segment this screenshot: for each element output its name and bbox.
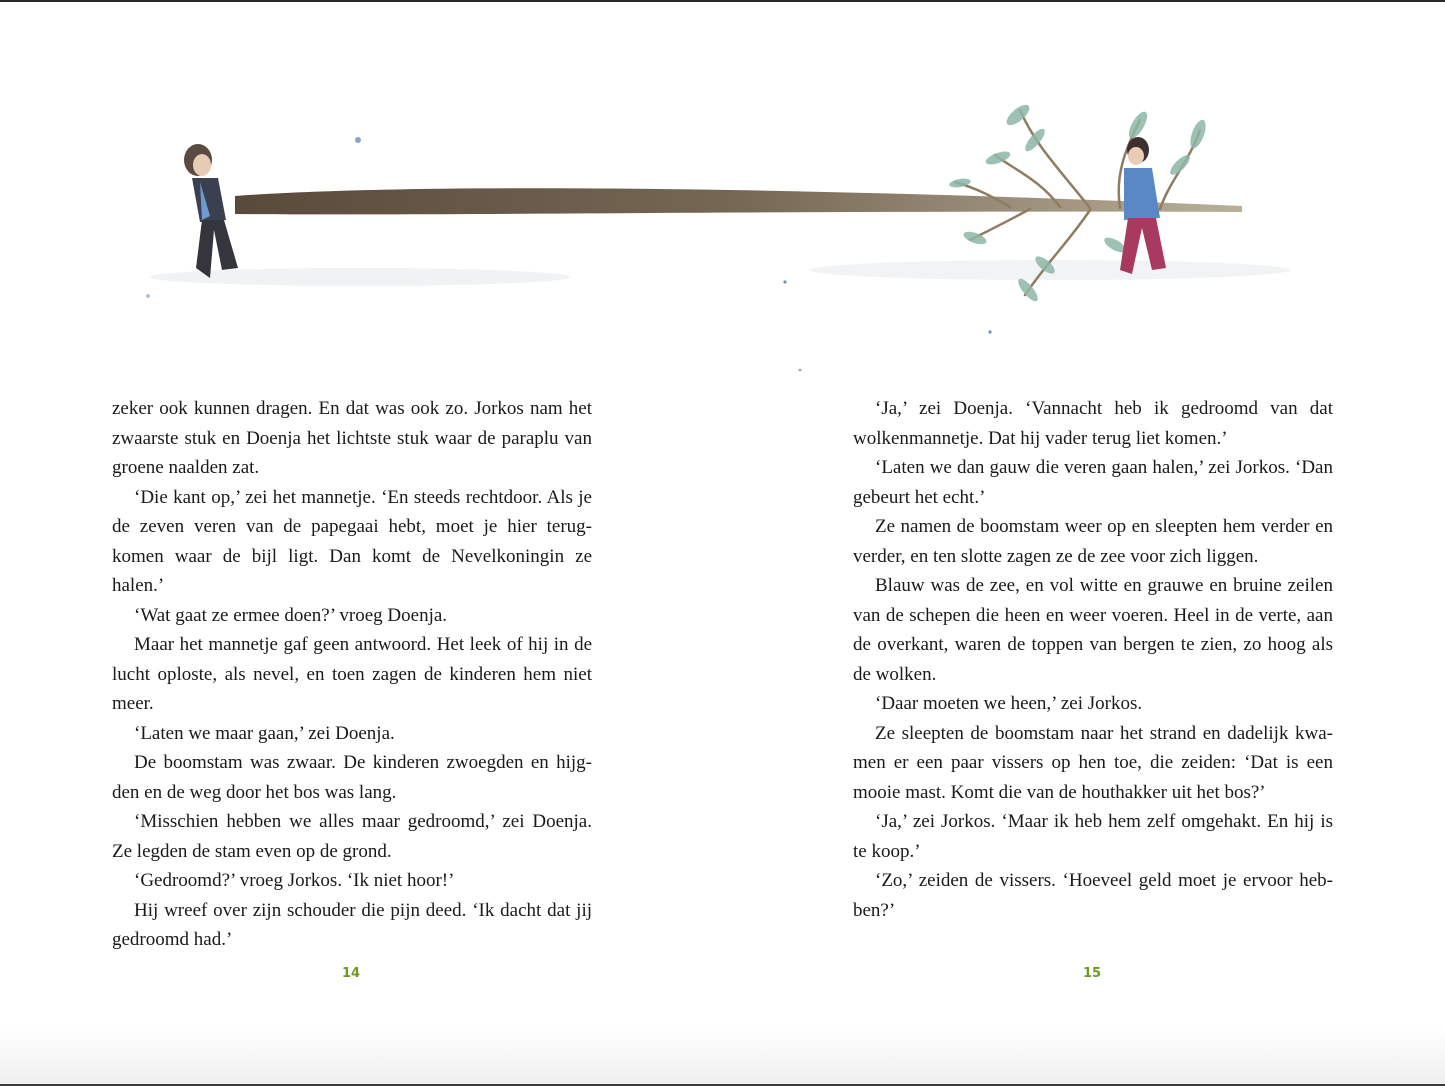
paragraph: zeker ook kunnen dragen. En dat was ook zo. Jorkos nam het zwaarste stuk en Doenja het lichtste stuk waar de paraplu van groene naalden zat.: [112, 398, 592, 478]
paragraph: ‘Wat gaat ze ermee doen?’ vroeg Doenja.: [134, 604, 448, 626]
page-number-right: 15: [1082, 966, 1102, 981]
left-page-text: [112, 394, 592, 955]
illustration-children-carrying-tree: [130, 70, 1290, 390]
paragraph: ‘Die kant op,’ zei het mannetje. ‘En steeds rechtdoor. Als je de zeven veren van de papegaai hebt, moet je hier terug-komen waar de bijl ligt. Dan komt de Nevelkoningin ze halen.’: [112, 486, 592, 596]
paragraph: ‘Ja,’ zei Doenja. ‘Vannacht heb ik gedroomd van dat wolkenmannetje. Dat hij vader terug liet komen.’: [853, 398, 1333, 449]
paragraph: ‘Gedroomd?’ vroeg Jorkos. ‘Ik niet hoor!’: [134, 870, 455, 891]
boy-figure: [184, 144, 238, 278]
paragraph: De boomstam was zwaar. De kinderen zwoegden en hijg-den en de weg door het bos was lang.: [112, 752, 592, 803]
paragraph: Blauw was de zee, en vol witte en grauwe en bruine zeilen van de schepen die heen en weer voeren. Heel in de verte, aan de overkant, waren de toppen van bergen te zien, zo hoog als de wolken.: [853, 575, 1333, 685]
paragraph: Maar het mannetje gaf geen antwoord. Het leek of hij in de lucht oploste, als nevel, en toen zagen de kinderen hem niet meer.: [112, 634, 592, 714]
paragraph: ‘Misschien hebben we alles maar gedroomd,’ zei Doenja. Ze legden de stam even op de grond.: [112, 811, 592, 862]
page-number-left: 14: [341, 966, 361, 981]
top-border: [0, 0, 1445, 2]
right-page-text: [853, 394, 1333, 925]
paragraph: ‘Laten we maar gaan,’ zei Doenja.: [134, 722, 395, 744]
paragraph: ‘Laten we dan gauw die veren gaan halen,’ zei Jorkos. ‘Dan gebeurt het echt.’: [853, 457, 1333, 508]
paragraph: Ze namen de boomstam weer op en sleepten hem verder en verder, en ten slotte zagen ze de zee voor zich liggen.: [853, 516, 1333, 567]
bottom-shadow: [0, 1026, 1445, 1086]
paragraph: ‘Ja,’ zei Jorkos. ‘Maar ik heb hem zelf omgehakt. En hij is te koop.’: [853, 811, 1333, 862]
paragraph: ‘Zo,’ zeiden de vissers. ‘Hoeveel geld moet je ervoor heb-ben?’: [853, 870, 1333, 921]
paragraph: Ze sleepten de boomstam naar het strand en dadelijk kwa-men er een paar vissers op hen toe, die zeiden: ‘Dat is een mooie mast. Komt die van de houthakker uit het bos?’: [853, 722, 1333, 803]
paragraph: Hij wreef over zijn schouder die pijn deed. ‘Ik dacht dat jij gedroomd had.’: [112, 899, 592, 950]
paragraph: ‘Daar moeten we heen,’ zei Jorkos.: [875, 693, 1143, 714]
